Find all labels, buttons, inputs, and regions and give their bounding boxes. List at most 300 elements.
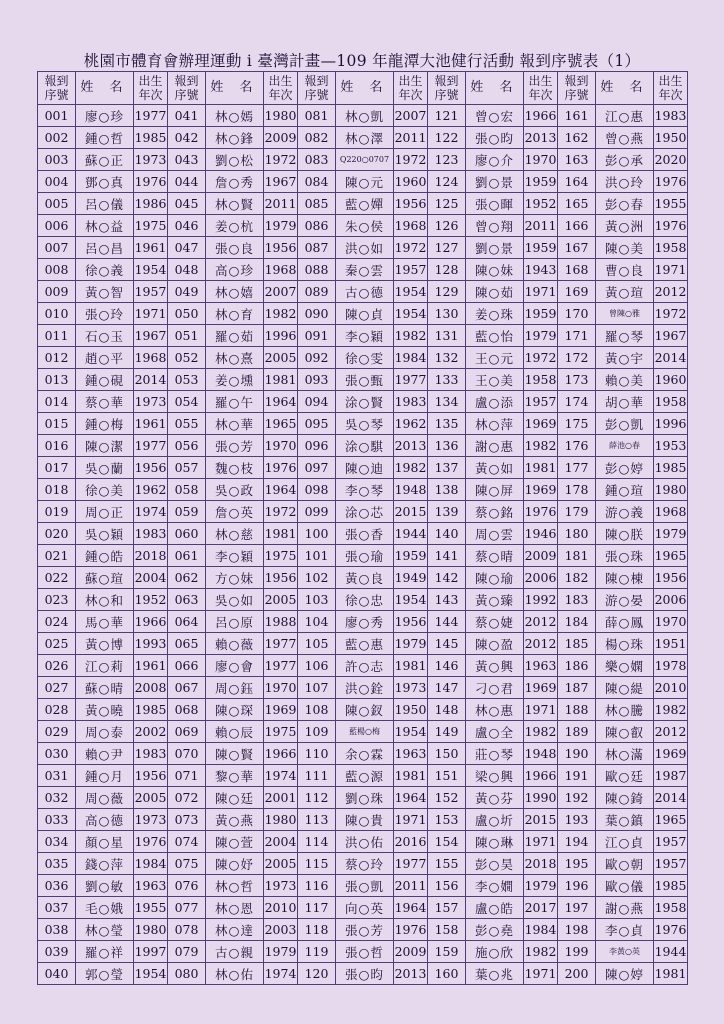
name-cell: 劉○珠: [336, 787, 394, 809]
name-cell: 吳○蘭: [76, 457, 134, 479]
header-year-line: 年次: [138, 88, 163, 102]
serial-number-cell: 195: [558, 853, 596, 875]
header-birth-year: [394, 72, 428, 105]
birth-year-cell: 2005: [264, 589, 298, 611]
name-cell: 許○志: [336, 655, 394, 677]
serial-number-cell: 189: [558, 721, 596, 743]
name-cell: 賴○薇: [206, 633, 264, 655]
name-cell: 陳○賢: [206, 743, 264, 765]
serial-number-cell: 158: [428, 919, 466, 941]
serial-number-cell: 039: [38, 941, 76, 963]
serial-number-cell: 013: [38, 369, 76, 391]
birth-year-cell: 1976: [134, 831, 168, 853]
birth-year-cell: 1969: [264, 699, 298, 721]
name-cell: 黃○智: [76, 281, 134, 303]
name-cell: 鍾○瑄: [596, 479, 654, 501]
serial-number-cell: 166: [558, 215, 596, 237]
serial-number-cell: 146: [428, 655, 466, 677]
name-cell: 盧○圻: [466, 809, 524, 831]
name-cell: 劉○松: [206, 149, 264, 171]
name-cell: 洪○玲: [596, 171, 654, 193]
birth-year-cell: 1971: [134, 303, 168, 325]
table-row: [38, 171, 688, 193]
name-cell: 吳○如: [206, 589, 264, 611]
name-cell: 曹○良: [596, 259, 654, 281]
birth-year-cell: 1956: [394, 193, 428, 215]
birth-year-cell: 1957: [654, 831, 688, 853]
birth-year-cell: 1971: [524, 963, 558, 985]
name-cell: 陳○釵: [336, 699, 394, 721]
birth-year-cell: 2020: [654, 149, 688, 171]
birth-year-cell: 1979: [394, 633, 428, 655]
header-serial-line: 序號: [304, 88, 329, 102]
birth-year-cell: 1971: [524, 699, 558, 721]
serial-number-cell: 114: [298, 831, 336, 853]
serial-number-cell: 076: [168, 875, 206, 897]
birth-year-cell: 1979: [264, 215, 298, 237]
serial-number-cell: 084: [298, 171, 336, 193]
birth-year-cell: 1967: [654, 325, 688, 347]
serial-number-cell: 200: [558, 963, 596, 985]
serial-number-cell: 142: [428, 567, 466, 589]
birth-year-cell: 1984: [394, 347, 428, 369]
name-cell: 涂○芯: [336, 501, 394, 523]
serial-number-cell: 068: [168, 699, 206, 721]
name-cell: 朱○侯: [336, 215, 394, 237]
serial-number-cell: 147: [428, 677, 466, 699]
header-serial-line: 序號: [434, 88, 459, 102]
birth-year-cell: 1976: [524, 501, 558, 523]
serial-number-cell: 052: [168, 347, 206, 369]
serial-number-cell: 023: [38, 589, 76, 611]
header-serial-line: 報到: [174, 74, 199, 88]
birth-year-cell: 1951: [654, 633, 688, 655]
serial-number-cell: 024: [38, 611, 76, 633]
name-cell: 葉○鎮: [596, 809, 654, 831]
header-year-line: 年次: [658, 88, 683, 102]
serial-number-cell: 049: [168, 281, 206, 303]
birth-year-cell: 1952: [134, 589, 168, 611]
table-row: [38, 391, 688, 413]
serial-number-cell: 006: [38, 215, 76, 237]
birth-year-cell: 2002: [134, 721, 168, 743]
birth-year-cell: 1977: [264, 633, 298, 655]
name-cell: 歐○儀: [596, 875, 654, 897]
serial-number-cell: 143: [428, 589, 466, 611]
serial-number-cell: 056: [168, 435, 206, 457]
birth-year-cell: 1985: [134, 699, 168, 721]
name-cell: 呂○儀: [76, 193, 134, 215]
name-cell: 彭○承: [596, 149, 654, 171]
serial-number-cell: 040: [38, 963, 76, 985]
serial-number-cell: 129: [428, 281, 466, 303]
serial-number-cell: 125: [428, 193, 466, 215]
serial-number-cell: 105: [298, 633, 336, 655]
serial-number-cell: 095: [298, 413, 336, 435]
table-row: [38, 523, 688, 545]
name-cell: 李○貞: [596, 919, 654, 941]
header-serial-number: [168, 72, 206, 105]
name-cell: 鍾○月: [76, 765, 134, 787]
serial-number-cell: 065: [168, 633, 206, 655]
name-cell: 陳○琛: [206, 699, 264, 721]
serial-number-cell: 027: [38, 677, 76, 699]
birth-year-cell: 1962: [394, 413, 428, 435]
serial-number-cell: 057: [168, 457, 206, 479]
serial-number-cell: 067: [168, 677, 206, 699]
name-cell: 吳○穎: [76, 523, 134, 545]
name-cell: 賴○美: [596, 369, 654, 391]
roster-table: [37, 71, 688, 985]
serial-number-cell: 083: [298, 149, 336, 171]
name-cell: 陳○萱: [206, 831, 264, 853]
serial-number-cell: 154: [428, 831, 466, 853]
birth-year-cell: 1975: [264, 545, 298, 567]
table-row: [38, 501, 688, 523]
serial-number-cell: 199: [558, 941, 596, 963]
name-cell: 徐○忠: [336, 589, 394, 611]
name-cell: 陳○元: [336, 171, 394, 193]
birth-year-cell: 1972: [394, 237, 428, 259]
birth-year-cell: 1976: [394, 919, 428, 941]
name-cell: 羅○琴: [596, 325, 654, 347]
birth-year-cell: 2005: [264, 853, 298, 875]
serial-number-cell: 053: [168, 369, 206, 391]
name-cell: 李○琴: [336, 479, 394, 501]
name-cell: 林○慈: [206, 523, 264, 545]
serial-number-cell: 009: [38, 281, 76, 303]
name-cell: 彭○凱: [596, 413, 654, 435]
name-cell: 周○雲: [466, 523, 524, 545]
serial-number-cell: 081: [298, 105, 336, 127]
birth-year-cell: 1964: [394, 787, 428, 809]
birth-year-cell: 2005: [134, 787, 168, 809]
serial-number-cell: 116: [298, 875, 336, 897]
header-year-line: 出生: [138, 74, 163, 88]
serial-number-cell: 035: [38, 853, 76, 875]
birth-year-cell: 1976: [654, 171, 688, 193]
table-row: [38, 677, 688, 699]
birth-year-cell: 1949: [394, 567, 428, 589]
serial-number-cell: 183: [558, 589, 596, 611]
serial-number-cell: 074: [168, 831, 206, 853]
name-cell: 張○凱: [336, 875, 394, 897]
name-cell: 彭○昊: [466, 853, 524, 875]
name-cell: 李黃○英: [596, 941, 654, 963]
serial-number-cell: 004: [38, 171, 76, 193]
birth-year-cell: 1971: [394, 809, 428, 831]
birth-year-cell: 1961: [134, 655, 168, 677]
birth-year-cell: 1980: [134, 919, 168, 941]
birth-year-cell: 1946: [524, 523, 558, 545]
birth-year-cell: 1970: [264, 677, 298, 699]
serial-number-cell: 144: [428, 611, 466, 633]
serial-number-cell: 172: [558, 347, 596, 369]
serial-number-cell: 174: [558, 391, 596, 413]
birth-year-cell: 1982: [264, 303, 298, 325]
name-cell: 彭○春: [596, 193, 654, 215]
name-cell: 林○達: [206, 919, 264, 941]
birth-year-cell: 1954: [394, 281, 428, 303]
birth-year-cell: 1959: [524, 303, 558, 325]
birth-year-cell: 1971: [524, 281, 558, 303]
serial-number-cell: 062: [168, 567, 206, 589]
serial-number-cell: 121: [428, 105, 466, 127]
birth-year-cell: 1980: [264, 105, 298, 127]
serial-number-cell: 073: [168, 809, 206, 831]
birth-year-cell: 1981: [264, 523, 298, 545]
birth-year-cell: 1982: [524, 941, 558, 963]
serial-number-cell: 115: [298, 853, 336, 875]
name-cell: 黃○洲: [596, 215, 654, 237]
birth-year-cell: 2005: [264, 347, 298, 369]
name-cell: 張○香: [336, 523, 394, 545]
name-cell: 張○暉: [466, 193, 524, 215]
name-cell: 鍾○哲: [76, 127, 134, 149]
name-cell: 蘇○晴: [76, 677, 134, 699]
name-cell: 魏○枝: [206, 457, 264, 479]
table-row: [38, 303, 688, 325]
serial-number-cell: 054: [168, 391, 206, 413]
name-cell: 劉○景: [466, 171, 524, 193]
name-cell: 林○惠: [466, 699, 524, 721]
birth-year-cell: 1984: [134, 853, 168, 875]
name-cell: 林○哲: [206, 875, 264, 897]
name-cell: 陳○婷: [596, 963, 654, 985]
name-cell: 洪○佑: [336, 831, 394, 853]
name-cell: 王○元: [466, 347, 524, 369]
birth-year-cell: 1983: [654, 105, 688, 127]
birth-year-cell: 1986: [134, 193, 168, 215]
serial-number-cell: 085: [298, 193, 336, 215]
birth-year-cell: 1977: [134, 105, 168, 127]
header-serial-line: 報到: [434, 74, 459, 88]
serial-number-cell: 063: [168, 589, 206, 611]
header-serial-number: [298, 72, 336, 105]
name-cell: 樂○嫻: [596, 655, 654, 677]
serial-number-cell: 033: [38, 809, 76, 831]
serial-number-cell: 061: [168, 545, 206, 567]
birth-year-cell: 1966: [524, 765, 558, 787]
name-cell: 曾○宏: [466, 105, 524, 127]
name-cell: 陳○茹: [466, 281, 524, 303]
birth-year-cell: 1943: [524, 259, 558, 281]
name-cell: 洪○如: [336, 237, 394, 259]
name-cell: 黃○芬: [466, 787, 524, 809]
birth-year-cell: 1954: [394, 303, 428, 325]
serial-number-cell: 005: [38, 193, 76, 215]
name-cell: 陳○琳: [466, 831, 524, 853]
birth-year-cell: 1996: [654, 413, 688, 435]
name-cell: 張○哲: [336, 941, 394, 963]
name-cell: 林○益: [76, 215, 134, 237]
name-cell: 吳○琴: [336, 413, 394, 435]
birth-year-cell: 1967: [134, 325, 168, 347]
serial-number-cell: 100: [298, 523, 336, 545]
name-cell: 陳○瑜: [466, 567, 524, 589]
birth-year-cell: 1969: [524, 479, 558, 501]
table-row: [38, 853, 688, 875]
serial-number-cell: 032: [38, 787, 76, 809]
serial-number-cell: 055: [168, 413, 206, 435]
name-cell: 林○嬉: [206, 281, 264, 303]
serial-number-cell: 008: [38, 259, 76, 281]
serial-number-cell: 036: [38, 875, 76, 897]
name-cell: 王○美: [466, 369, 524, 391]
birth-year-cell: 1967: [264, 171, 298, 193]
serial-number-cell: 186: [558, 655, 596, 677]
header-birth-year: [134, 72, 168, 105]
birth-year-cell: 1965: [654, 809, 688, 831]
birth-year-cell: 1955: [654, 193, 688, 215]
birth-year-cell: 1985: [654, 457, 688, 479]
serial-number-cell: 134: [428, 391, 466, 413]
birth-year-cell: 1950: [394, 699, 428, 721]
birth-year-cell: 1977: [134, 435, 168, 457]
serial-number-cell: 109: [298, 721, 336, 743]
serial-number-cell: 131: [428, 325, 466, 347]
birth-year-cell: 1955: [134, 897, 168, 919]
serial-number-cell: 022: [38, 567, 76, 589]
name-cell: 曾○燕: [596, 127, 654, 149]
birth-year-cell: 2003: [264, 919, 298, 941]
birth-year-cell: 1962: [134, 479, 168, 501]
birth-year-cell: 1970: [654, 611, 688, 633]
birth-year-cell: 1977: [394, 369, 428, 391]
birth-year-cell: 1970: [264, 435, 298, 457]
name-cell: 林○瑩: [76, 919, 134, 941]
name-cell: 蘇○瑄: [76, 567, 134, 589]
header-serial-line: 報到: [564, 74, 589, 88]
birth-year-cell: 1976: [264, 457, 298, 479]
birth-year-cell: 1977: [264, 655, 298, 677]
serial-number-cell: 047: [168, 237, 206, 259]
serial-number-cell: 177: [558, 457, 596, 479]
header-row: [38, 72, 688, 105]
birth-year-cell: 1975: [134, 215, 168, 237]
birth-year-cell: 1973: [264, 875, 298, 897]
name-cell: 林○和: [76, 589, 134, 611]
table-row: [38, 149, 688, 171]
header-year-line: 出生: [528, 74, 553, 88]
header-serial-number: [38, 72, 76, 105]
name-cell: 葉○兆: [466, 963, 524, 985]
name-cell: 黃○臻: [466, 589, 524, 611]
name-cell: 梁○興: [466, 765, 524, 787]
name-cell: 施○欣: [466, 941, 524, 963]
name-cell: 張○瑜: [336, 545, 394, 567]
name-cell: 張○芳: [336, 919, 394, 941]
serial-number-cell: 168: [558, 259, 596, 281]
birth-year-cell: 1958: [654, 391, 688, 413]
name-cell: 陳○朕: [596, 523, 654, 545]
birth-year-cell: 1960: [394, 171, 428, 193]
birth-year-cell: 2009: [394, 941, 428, 963]
name-cell: 趙○平: [76, 347, 134, 369]
name-cell: 呂○原: [206, 611, 264, 633]
name-cell: 陳○妹: [466, 259, 524, 281]
birth-year-cell: 1993: [134, 633, 168, 655]
serial-number-cell: 021: [38, 545, 76, 567]
serial-number-cell: 151: [428, 765, 466, 787]
serial-number-cell: 011: [38, 325, 76, 347]
serial-number-cell: 124: [428, 171, 466, 193]
birth-year-cell: 1956: [264, 237, 298, 259]
name-cell: 廖○秀: [336, 611, 394, 633]
birth-year-cell: 1973: [134, 391, 168, 413]
serial-number-cell: 064: [168, 611, 206, 633]
birth-year-cell: 1959: [524, 237, 558, 259]
birth-year-cell: 1982: [654, 699, 688, 721]
birth-year-cell: 1954: [134, 259, 168, 281]
name-cell: 蔡○玲: [336, 853, 394, 875]
birth-year-cell: 1985: [654, 875, 688, 897]
name-cell: 盧○添: [466, 391, 524, 413]
serial-number-cell: 019: [38, 501, 76, 523]
birth-year-cell: 1965: [264, 413, 298, 435]
serial-number-cell: 077: [168, 897, 206, 919]
table-row: [38, 105, 688, 127]
name-cell: 陳○棟: [596, 567, 654, 589]
table-row: [38, 919, 688, 941]
birth-year-cell: 1981: [524, 457, 558, 479]
name-cell: 鍾○梅: [76, 413, 134, 435]
serial-number-cell: 194: [558, 831, 596, 853]
serial-number-cell: 003: [38, 149, 76, 171]
name-cell: 游○義: [596, 501, 654, 523]
serial-number-cell: 180: [558, 523, 596, 545]
table-row: [38, 347, 688, 369]
serial-number-cell: 160: [428, 963, 466, 985]
birth-year-cell: 1983: [134, 523, 168, 545]
birth-year-cell: 1964: [264, 391, 298, 413]
serial-number-cell: 042: [168, 127, 206, 149]
name-cell: 賴○辰: [206, 721, 264, 743]
birth-year-cell: 1970: [524, 149, 558, 171]
name-cell: 涂○賢: [336, 391, 394, 413]
birth-year-cell: 1958: [654, 897, 688, 919]
serial-number-cell: 171: [558, 325, 596, 347]
table-row: [38, 259, 688, 281]
serial-number-cell: 156: [428, 875, 466, 897]
serial-number-cell: 078: [168, 919, 206, 941]
name-cell: 曾陳○雅: [596, 303, 654, 325]
table-row: [38, 743, 688, 765]
birth-year-cell: 1980: [264, 809, 298, 831]
name-cell: 姜○杭: [206, 215, 264, 237]
table-row: [38, 127, 688, 149]
name-cell: 蔡○銘: [466, 501, 524, 523]
birth-year-cell: 1964: [394, 897, 428, 919]
serial-number-cell: 103: [298, 589, 336, 611]
serial-number-cell: 072: [168, 787, 206, 809]
serial-number-cell: 139: [428, 501, 466, 523]
serial-number-cell: 173: [558, 369, 596, 391]
name-cell: 鄧○真: [76, 171, 134, 193]
birth-year-cell: 1983: [134, 743, 168, 765]
name-cell: 薛○鳳: [596, 611, 654, 633]
birth-year-cell: 1948: [524, 743, 558, 765]
serial-number-cell: 071: [168, 765, 206, 787]
birth-year-cell: 1969: [524, 413, 558, 435]
serial-number-cell: 152: [428, 787, 466, 809]
serial-number-cell: 018: [38, 479, 76, 501]
name-cell: 詹○英: [206, 501, 264, 523]
name-cell: 黃○博: [76, 633, 134, 655]
birth-year-cell: 1964: [264, 479, 298, 501]
name-cell: 黎○華: [206, 765, 264, 787]
birth-year-cell: 1963: [524, 655, 558, 677]
